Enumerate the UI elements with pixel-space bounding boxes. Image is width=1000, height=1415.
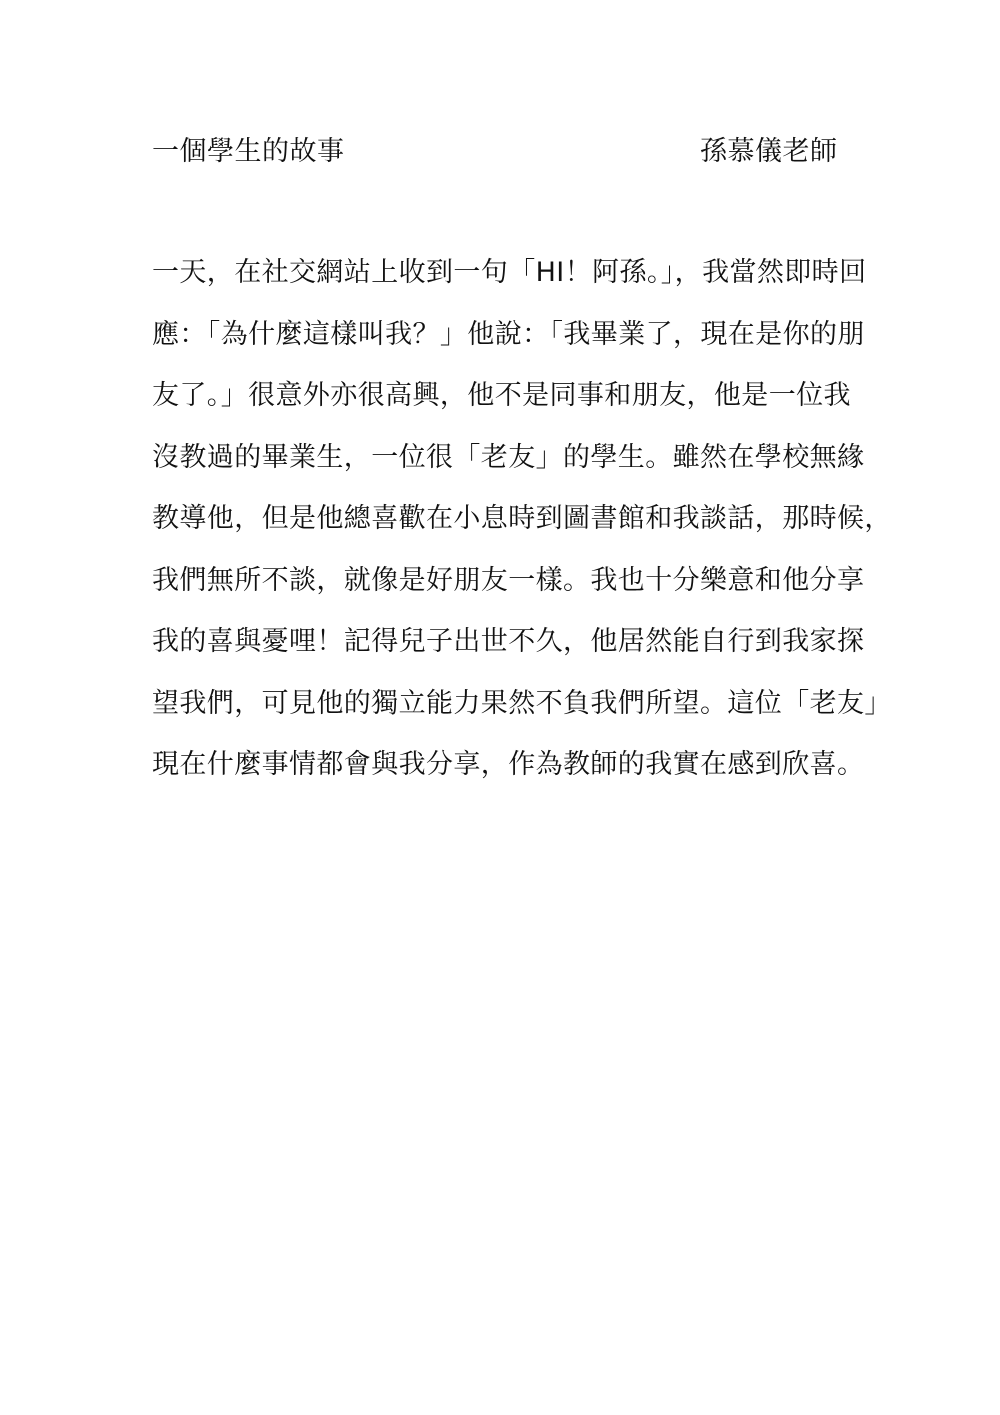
body-line: 沒教過的畢業生，一位很「老友」的學生。雖然在學校無緣 xyxy=(152,441,865,473)
body-line: 望我們，可見他的獨立能力果然不負我們所望。這位「老友」 xyxy=(152,687,892,719)
body-line: 友了。」很意外亦很高興，他不是同事和朋友，他是一位我 xyxy=(152,380,851,411)
body-line: 應：「為什麼這樣叫我？」他說：「我畢業了，現在是你的朋 xyxy=(152,318,865,350)
body-paragraph xyxy=(152,250,892,804)
body-line: 我的喜與憂哩！記得兒子出世不久，他居然能自行到我家探 xyxy=(152,626,865,657)
body-line: 現在什麼事情都會與我分享，作為教師的我實在感到欣喜。 xyxy=(152,749,865,780)
body-line: 教導他，但是他總喜歡在小息時到圖書館和我談話，那時候， xyxy=(152,503,892,534)
document-author: 孫慕儀老師 xyxy=(700,136,838,167)
document-title: 一個學生的故事 xyxy=(152,136,345,167)
body-line: 我們無所不談，就像是好朋友一樣。我也十分樂意和他分享 xyxy=(152,564,865,596)
body-line: 一天，在社交網站上收到一句「HI！阿孫。」，我當然即時回 xyxy=(152,257,867,288)
